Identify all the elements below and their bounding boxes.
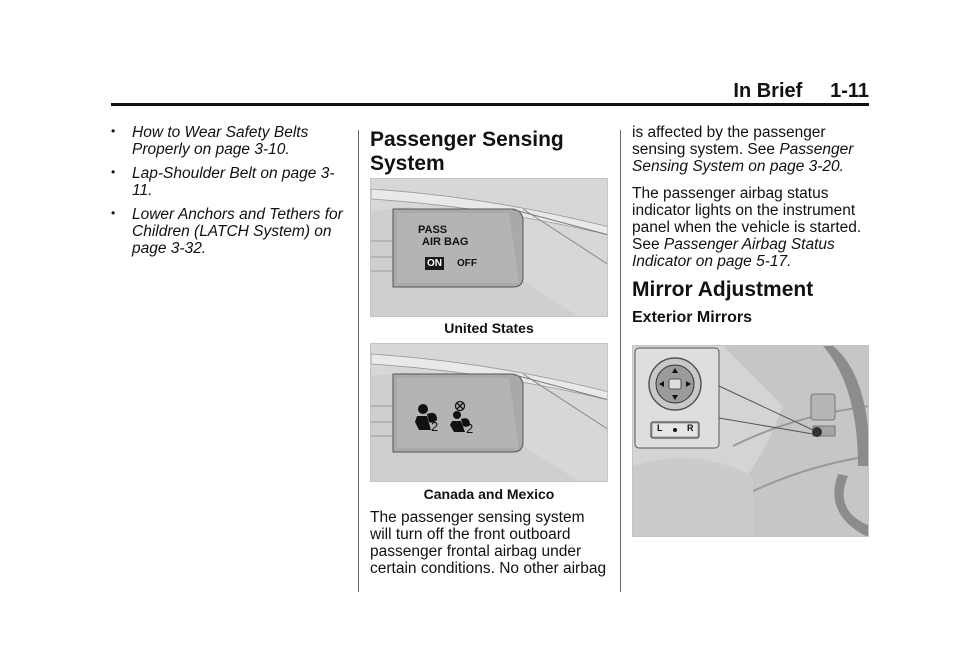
passenger-airbag-indicator-us-illustration [370,178,608,317]
pass-airbag-label-block [418,224,468,248]
left-column [111,124,346,264]
reference-link[interactable] [111,124,346,158]
exterior-mirror-control-illustration [632,345,869,537]
bullet-icon: • [111,124,116,138]
airbag-label: AIR BAG [422,236,469,248]
bullet-icon: • [111,165,116,179]
page-header [111,80,869,104]
mirror-select-left-label: L [657,423,663,433]
svg-text:2: 2 [431,419,439,434]
bullet-icon: • [111,206,116,220]
sensing-continuation-text: is affected by the passenger sensing system. See [632,124,826,158]
exterior-mirrors-subheading: Exterior Mirrors [632,309,753,326]
reference-text: How to Wear Safety Belts Properly on page 3-10. [132,124,309,158]
airbag-off-indicator: OFF [457,258,477,269]
right-column [632,124,870,270]
status-indicator-text: The passenger airbag status indicator lights on the instrument panel when the vehicle is started. See [632,185,862,253]
reference-text: Lower Anchors and Tethers for Children (LATCH System) on page 3-32. [132,206,343,257]
passenger-sensing-paragraph: The passenger sensing system will turn off the front outboard passenger frontal airbag under certain conditions. No other airbag [370,509,607,577]
reference-text: Lap-Shoulder Belt on page 3-11. [132,165,335,199]
figure-caption-canada-mexico: Canada and Mexico [423,486,555,502]
sensing-system-reference-link[interactable]: Passenger Sensing System on page 3-20. [632,141,854,175]
passenger-airbag-indicator-canada-mexico-illustration [370,343,608,482]
reference-list [111,124,346,257]
pass-label: PASS [418,224,448,236]
mirror-adjustment-heading: Mirror Adjustment [632,278,814,301]
header-rule [111,103,869,106]
reference-link[interactable] [111,206,346,257]
reference-link[interactable] [111,165,346,199]
passenger-sensing-body [370,509,610,577]
sensing-continuation-paragraph [632,124,870,175]
column-divider-right [620,130,621,592]
status-indicator-paragraph [632,185,870,270]
page-header-title: In Brief 1-11 [733,80,869,102]
status-indicator-reference-link[interactable]: Passenger Airbag Status Indicator on page 5-17. [632,236,835,270]
airbag-on-indicator: ON [427,258,442,269]
passenger-sensing-heading: Passenger Sensing System [370,128,564,175]
figure-caption-us: United States [444,320,534,336]
svg-text:2: 2 [466,421,474,436]
mirror-select-right-label: R [687,423,694,433]
column-divider-left [358,130,359,592]
middle-column [370,128,608,176]
